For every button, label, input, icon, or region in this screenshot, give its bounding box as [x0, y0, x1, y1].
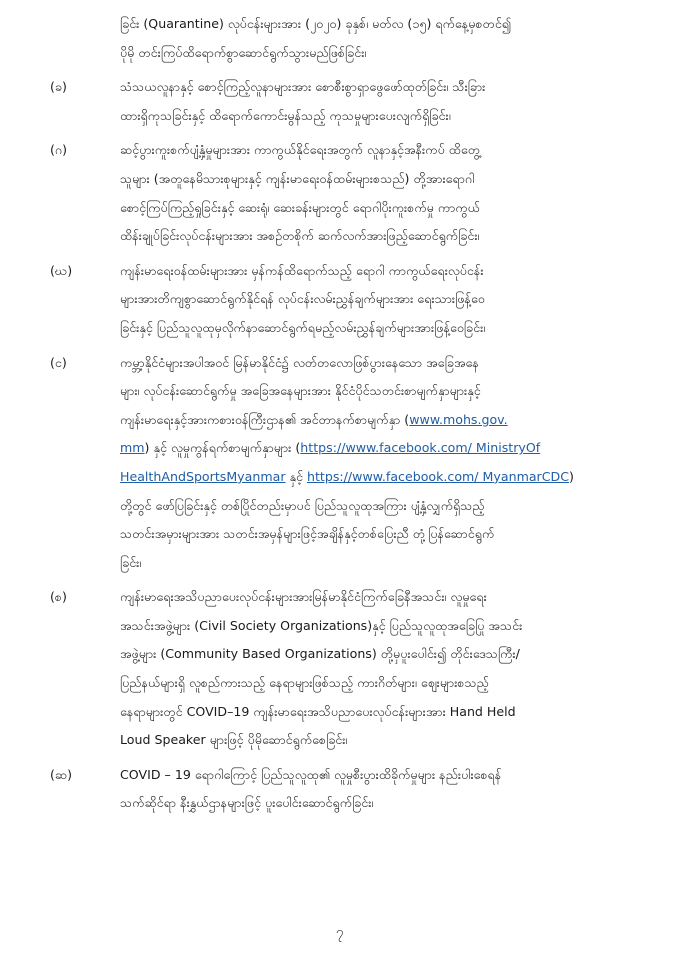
paragraph-line: သတင်းအမှားများအား သတင်းအမှန်များဖြင့်အချိန်နှင့်တစ်ပြေးညီ တုံ့ပြန်ဆောင်ရွက် [120, 526, 495, 542]
paragraph-line: ခြင်းနှင့် ပြည်သူလူထုမှလိုက်နာဆောင်ရွက်ရမည့်လမ်းညွှန်ချက်များအားဖြန့်ဝေခြင်း၊ [120, 319, 486, 335]
paragraph-line: Loud Speaker များဖြင့် ပိုမိုဆောင်ရွက်စေခြင်း၊ [120, 732, 348, 748]
paragraph-line: ပိုမို တင်းကြပ်ထိရောက်စွာဆောင်ရွက်သွားမည်ဖြစ်ခြင်း၊ [120, 44, 367, 60]
paragraph-text: ) [569, 468, 574, 484]
intro-paragraph [120, 10, 640, 67]
list-item-kha [50, 73, 640, 130]
mohs-website-link[interactable]: www.mohs.gov. [409, 411, 508, 427]
paragraph-line: ကျန်းမာရေးဝန်ထမ်းများအား မှန်ကန်ထိရောက်သည့် ရောဂါ ကာကွယ်ရေးလုပ်ငန်း [120, 262, 484, 278]
list-item-hsa [50, 761, 640, 818]
facebook-ministry-link-continued[interactable]: HealthAndSportsMyanmar [120, 468, 286, 484]
paragraph-line: ဆင့်ပွားကူးစက်ပျံ့နှံ့မှုများအား ကာကွယ်နိုင်ရေးအတွက် လူနာနှင့်အနီးကပ် ထိတွေ့ [120, 142, 481, 158]
mohs-website-link-continued[interactable]: mm [120, 440, 145, 456]
paragraph-line: သူများ (အတူနေမိသားစုများနှင့် ကျန်းမာရေးဝန်ထမ်းများစသည်) တို့အားရောဂါ [120, 170, 475, 186]
list-marker: (စ) [50, 589, 67, 605]
facebook-myanmarcdc-link[interactable]: https://www.facebook.com/ MyanmarCDC [307, 468, 570, 484]
paragraph-line: ထားရှိကုသခြင်းနှင့် ထိရောက်ကောင်းမွန်သည့် ကုသမှုများပေးလျက်ရှိခြင်း၊ [120, 107, 451, 123]
paragraph-line: ခြင်း၊ [120, 554, 142, 570]
paragraph-text: ) နှင့် လူမှုကွန်ရက်စာမျက်နှာများ ( [144, 440, 301, 456]
paragraph-line: များအားတိကျစွာဆောင်ရွက်နိုင်ရန် လုပ်ငန်းလမ်းညွှန်ချက်များအား ရေးသားဖြန့်ဝေ [120, 291, 485, 307]
paragraph-line: နေရာများတွင် COVID–19 ကျန်းမာရေးအသိပညာပေးလုပ်ငန်းများအား Hand Held [120, 703, 516, 719]
paragraph-line-with-link [120, 434, 640, 463]
paragraph-line-with-link: ကျန်းမာရေးနှင့်အားကစားဝန်ကြီးဌာန၏ အင်တာနက်စာမျက်နှာ (www.mohs.gov. [120, 411, 508, 427]
paragraph-line: COVID – 19 ရောဂါကြောင့် ပြည်သူလူထု၏ လူမှုစီးပွားထိခိုက်မှုများ နည်းပါးစေရန် [120, 766, 502, 782]
list-item-ga [50, 136, 640, 250]
paragraph-line: တို့တွင် ဖော်ပြခြင်းနှင့် တစ်ပြိုင်တည်းမှာပင် ပြည်သူလူထုအကြား ပျံ့နှံ့လျှက်ရှိသည့် [120, 497, 485, 513]
document-body [50, 10, 640, 818]
list-item-nga [50, 349, 640, 578]
paragraph-line: သံသယလူနာနှင့် စောင့်ကြည့်လူနာများအား စောစီးစွာရှာဖွေဖော်ထုတ်ခြင်း၊ သီးခြား [120, 79, 486, 95]
list-item-gha [50, 257, 640, 343]
paragraph-line: များ၊ လုပ်ငန်းဆောင်ရွက်မှု အခြေအနေများအား နိုင်ငံပိုင်သတင်းစာမျက်နှာများနှင့် [120, 383, 481, 399]
list-marker: (ဂ) [50, 142, 68, 158]
paragraph-text: နှင့် [285, 468, 307, 484]
paragraph-line: အဖွဲ့များ (Community Based Organizations) တို့မှပူးပေါင်း၍ တိုင်းဒေသကြီး/ [120, 646, 520, 662]
facebook-ministry-link[interactable]: https://www.facebook.com/ MinistryOf [300, 440, 541, 456]
list-marker: (င) [50, 354, 67, 370]
paragraph-line: အသင်းအဖွဲ့များ (Civil Society Organizations)နှင့် ပြည်သူလူထုအခြေပြု အသင်း [120, 617, 523, 633]
paragraph-line: ပြည်နယ်များရှိ လူစည်ကားသည့် နေရာများဖြစ်သည့် ကားဂိတ်များ၊ ဈေးများစသည့် [120, 675, 489, 691]
paragraph-line-with-link [120, 463, 640, 492]
page-number: ၇ [335, 925, 344, 940]
list-item-sa [50, 583, 640, 755]
paragraph-line: ထိန်းချုပ်ခြင်းလုပ်ငန်းများအား အစဉ်တစိုက် ဆက်လက်အားဖြည့်ဆောင်ရွက်ခြင်း၊ [120, 228, 480, 244]
paragraph-line: ကမ္ဘာ့နိုင်ငံများအပါအဝင် မြန်မာနိုင်ငံ၌ လတ်တလောဖြစ်ပွားနေသော အခြေအနေ [120, 354, 479, 370]
paragraph-text: ကျန်းမာရေးနှင့်အားကစားဝန်ကြီးဌာန၏ အင်တာနက်စာမျက်နှာ [120, 411, 401, 427]
paragraph-line: စောင့်ကြပ်ကြည့်ရှုခြင်းနှင့် ဆေးရုံ၊ ဆေးခန်းများတွင် ရောဂါပိုးကူးစက်မှု ကာကွယ် [120, 199, 480, 215]
list-marker: (ဃ) [50, 262, 73, 278]
list-marker: (ခ) [50, 79, 67, 95]
paragraph-line: ခြင်း (Quarantine) လုပ်ငန်းများအား (၂၀၂၀) ခုနှစ်၊ မတ်လ (၁၅) ရက်နေ့မှစတင်၍ [120, 16, 512, 31]
paragraph-line: သက်ဆိုင်ရာ နီးနွှယ်ဌာနများဖြင့် ပူးပေါင်းဆောင်ရွက်ခြင်း၊ [120, 795, 374, 811]
paragraph-line: ကျန်းမာရေးအသိပညာပေးလုပ်ငန်းများအားမြန်မာနိုင်ငံကြက်ခြေနီအသင်း၊ လူမှုရေး [120, 589, 487, 605]
list-marker: (ဆ) [50, 766, 73, 782]
